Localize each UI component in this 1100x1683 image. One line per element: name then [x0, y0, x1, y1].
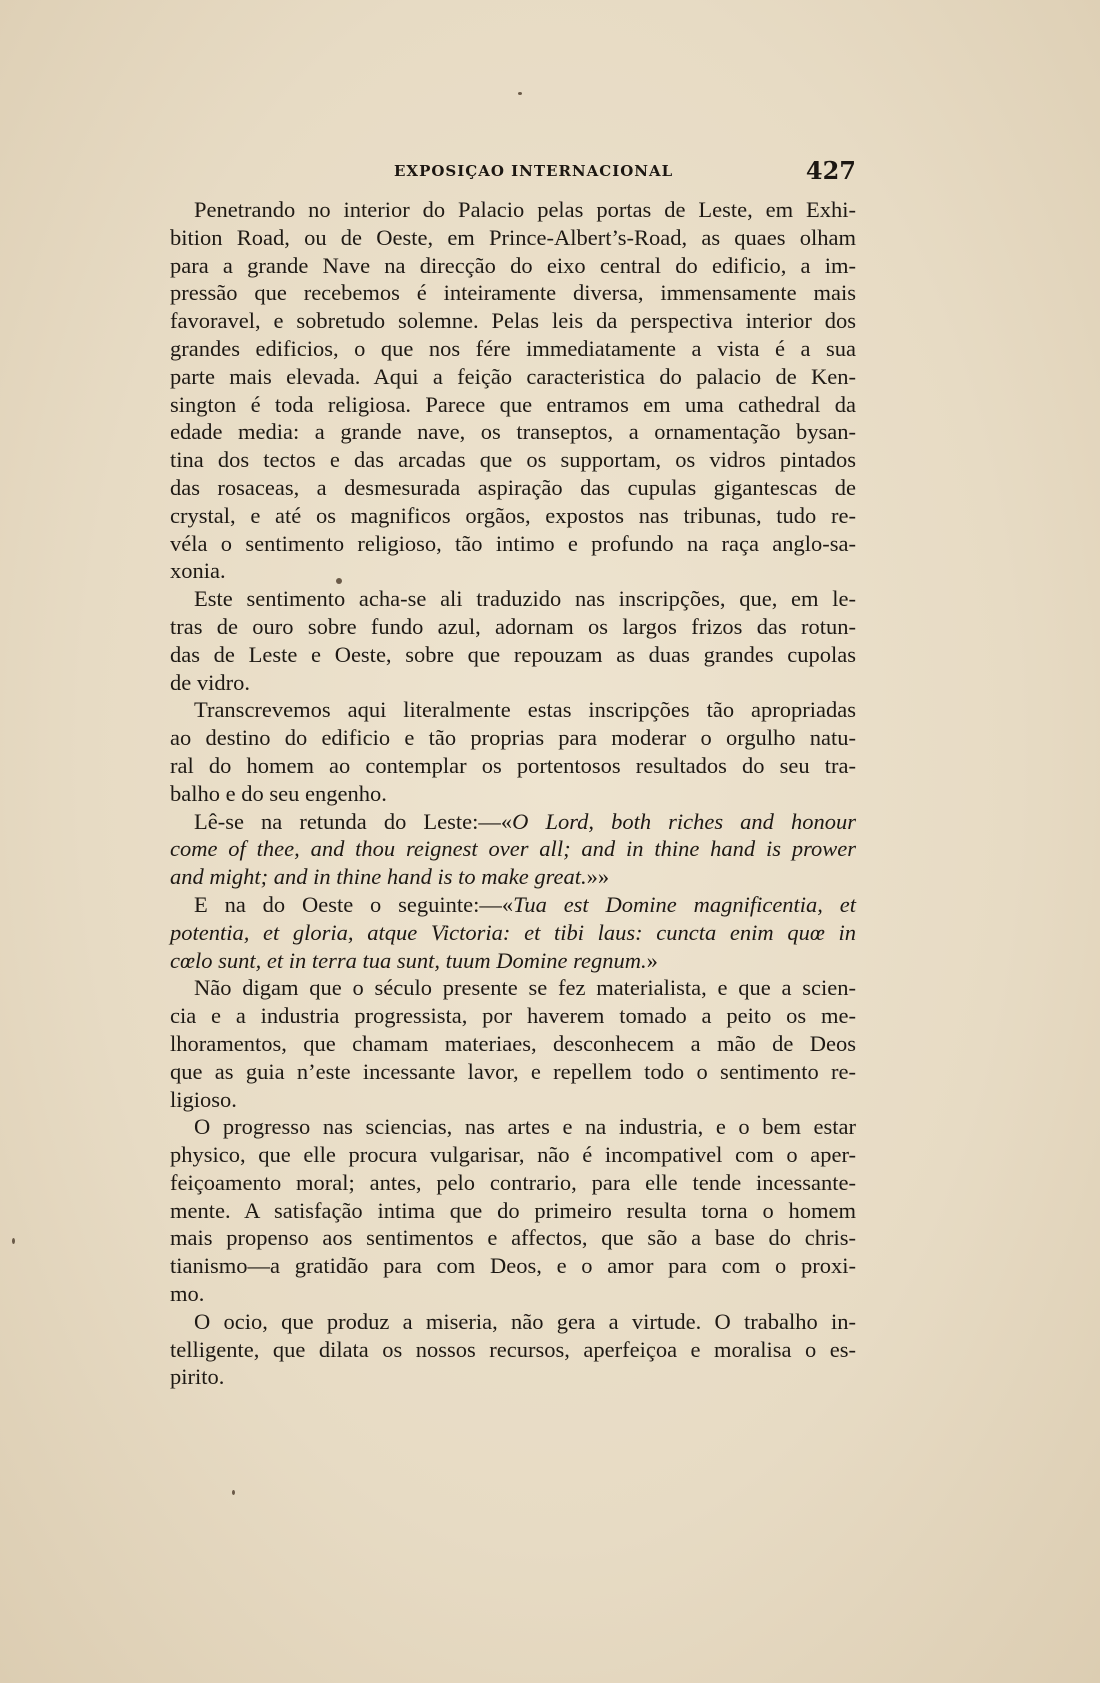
- quote-close: »»: [586, 864, 610, 890]
- text-line: sington é toda religiosa. Parece que entramos em uma cathedral da: [170, 391, 856, 417]
- text-line: physico, que elle procura vulgarisar, não é incompativel com o aper-: [170, 1142, 856, 1168]
- running-title: EXPOSIÇAO INTERNACIONAL: [394, 162, 674, 180]
- text-line: para a grande Nave na direcção do eixo central do edificio, a im-: [170, 252, 856, 278]
- text-line: balho e do seu engenho.: [170, 780, 387, 806]
- quote-text: cœlo sunt, et in terra tua sunt, tuum Domine regnum.: [170, 947, 647, 973]
- paper-speck: [12, 1238, 15, 1244]
- text-line: feiçoamento moral; antes, pelo contrario, para elle tende incessante-: [170, 1169, 856, 1195]
- text-line: tras de ouro sobre fundo azul, adornam os largos frizos das rotun-: [170, 613, 856, 639]
- quote-intro: E na do Oeste o seguinte:—«: [194, 891, 514, 917]
- text-line: mente. A satisfação intima que do primeiro resulta torna o homem: [170, 1197, 856, 1223]
- text-line: ligioso.: [170, 1086, 237, 1112]
- text-line: que as guia n’este incessante lavor, e repellem todo o sentimento re-: [170, 1058, 856, 1084]
- text-line: cia e a industria progressista, por haverem tomado a peito os me-: [170, 1003, 856, 1029]
- quote-line: potentia, et gloria, atque Victoria: et tibi laus: cuncta enim quœ in: [170, 919, 856, 945]
- text-line: Transcrevemos aqui literalmente estas inscripções tão apropriadas: [194, 697, 856, 723]
- text-line: O progresso nas sciencias, nas artes e na industria, e o bem estar: [194, 1114, 856, 1140]
- quote-close: »: [646, 947, 658, 973]
- text-line: xonia.: [170, 558, 226, 584]
- quote-text: O Lord, both riches and honour: [512, 808, 856, 834]
- paper-speck: [336, 578, 342, 584]
- text-line: favoravel, e sobretudo solemne. Pelas leis da perspectiva interior dos: [170, 308, 856, 334]
- text-line: ral do homem ao contemplar os portentosos resultados do seu tra-: [170, 752, 856, 778]
- body-text: [170, 196, 856, 1391]
- text-line: O ocio, que produz a miseria, não gera a virtude. O trabalho in-: [194, 1308, 856, 1334]
- quote-text: Tua est Domine magnificentia, et: [513, 891, 856, 917]
- text-line: de vidro.: [170, 669, 250, 695]
- text-line: Penetrando no interior do Palacio pelas portas de Leste, em Exhi-: [194, 197, 856, 222]
- text-line: Não digam que o século presente se fez materialista, e que a scien-: [194, 975, 856, 1001]
- text-line: ao destino do edificio e tão proprias para moderar o orgulho natu-: [170, 725, 856, 751]
- quote-line: [170, 947, 856, 975]
- quote-intro: Lê-se na retunda do Leste:—«: [194, 808, 513, 834]
- page-header: [170, 156, 856, 186]
- quote-line: [170, 891, 856, 919]
- text-line: crystal, e até os magnificos orgãos, expostos nas tribunas, tudo re-: [170, 502, 856, 528]
- quote-line: [170, 863, 856, 891]
- quote-line: [170, 808, 856, 836]
- text-line: das de Leste e Oeste, sobre que repouzam as duas grandes cupolas: [170, 641, 856, 667]
- text-line: lhoramentos, que chamam materiaes, desconhecem a mão de Deos: [170, 1030, 856, 1056]
- text-line: mais propenso aos sentimentos e affectos, que são a base do chris-: [170, 1225, 856, 1251]
- text-line: mo.: [170, 1281, 205, 1307]
- text-line: véla o sentimento religioso, tão intimo e profundo na raça anglo-sa-: [170, 530, 856, 556]
- text-line: tina dos tectos e das arcadas que os supportam, os vidros pintados: [170, 447, 856, 473]
- text-line: tianismo—a gratidão para com Deos, e o amor para com o proxi-: [170, 1253, 856, 1279]
- quote-text: and might; and in thine hand is to make great.: [170, 864, 587, 890]
- paper-speck: [518, 92, 522, 95]
- text-line: Este sentimento acha-se ali traduzido nas inscripções, que, em le-: [194, 586, 856, 612]
- page-number: 427: [805, 156, 856, 185]
- text-line: das rosaceas, a desmesurada aspiração das cupulas gigantescas de: [170, 474, 856, 500]
- text-line: pressão que recebemos é inteiramente diversa, immensamente mais: [170, 280, 856, 306]
- paper-speck: [232, 1490, 235, 1495]
- text-line: bition Road, ou de Oeste, em Prince-Albert’s-Road, as quaes olham: [170, 224, 856, 250]
- text-line: parte mais elevada. Aqui a feição caracteristica do palacio de Ken-: [170, 363, 856, 389]
- text-line: pirito.: [170, 1364, 225, 1390]
- text-line: edade media: a grande nave, os transeptos, a ornamentação bysan-: [170, 419, 856, 445]
- quote-line: come of thee, and thou reignest over all; and in thine hand is prower: [170, 836, 856, 862]
- text-line: telligente, que dilata os nossos recursos, aperfeiçoa e moralisa o es-: [170, 1336, 856, 1362]
- text-line: grandes edificios, o que nos fére immediatamente a vista é a sua: [170, 335, 856, 361]
